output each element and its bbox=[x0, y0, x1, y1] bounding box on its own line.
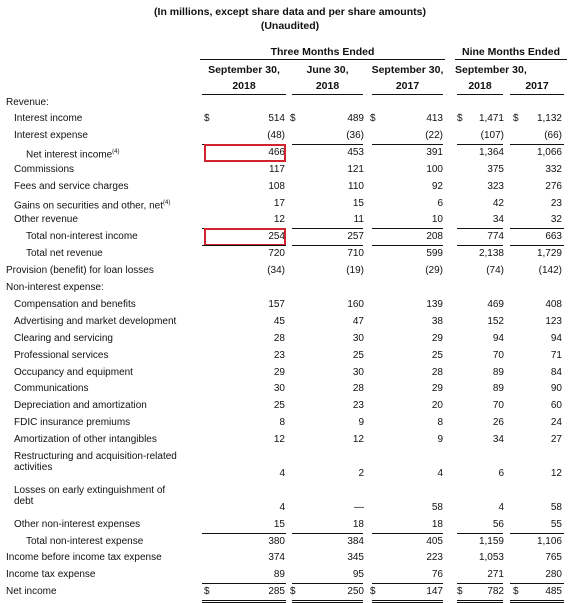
row-value-col-3: 29 bbox=[431, 332, 443, 344]
row-value-col-1: 23 bbox=[273, 349, 285, 361]
row-label-text: Interest expense bbox=[14, 129, 88, 141]
row-value-col-4: 94 bbox=[492, 332, 504, 344]
footnote-marker: (4) bbox=[112, 148, 120, 155]
row-label bbox=[14, 181, 129, 192]
dollar-sign: $ bbox=[204, 586, 210, 598]
row-value-col-3: 391 bbox=[426, 146, 443, 158]
row-value-col-4: 1,471 bbox=[478, 113, 504, 124]
row-value-col-5: 408 bbox=[545, 298, 562, 310]
statement-title: (In millions, except share data and per share amounts) bbox=[154, 6, 426, 18]
statement-row-income-before-income-tax-expense bbox=[0, 550, 580, 567]
statement-row-total-non-interest-income bbox=[0, 229, 580, 246]
row-value-col-1: 4 bbox=[279, 501, 285, 513]
row-label-text: Total non-interest expense bbox=[26, 535, 144, 547]
row-value-col-3: (29) bbox=[425, 265, 443, 277]
row-value-col-3: 8 bbox=[437, 417, 443, 429]
row-label-text: Losses on early extinguishment of bbox=[14, 484, 166, 496]
row-value-col-3: 9 bbox=[437, 434, 443, 446]
row-value-col-5: 1,106 bbox=[536, 535, 562, 547]
row-value-col-2: 9 bbox=[358, 417, 364, 429]
statement-row-fees-and-service-charges bbox=[0, 179, 580, 196]
row-value-col-4: 42 bbox=[492, 197, 504, 209]
statement-row-amortization-of-other-intangibles bbox=[0, 432, 580, 449]
statement-row-professional-services bbox=[0, 348, 580, 365]
row-label-text: Income tax expense bbox=[6, 569, 96, 581]
row-value-col-4: 34 bbox=[492, 214, 504, 226]
row-value-col-3: 28 bbox=[431, 366, 443, 378]
row-label-text: Amortization of other intangibles bbox=[14, 434, 157, 446]
row-value-col-1: 117 bbox=[269, 163, 285, 175]
row-label bbox=[6, 552, 162, 563]
row-label-text: Commissions bbox=[14, 163, 75, 175]
statement-row-total-non-interest-expense bbox=[0, 534, 580, 551]
row-value-col-5: 84 bbox=[550, 366, 562, 378]
row-label bbox=[14, 214, 78, 225]
dollar-sign: $ bbox=[513, 113, 519, 124]
row-value-col-3: 29 bbox=[431, 383, 443, 395]
row-value-col-2: 345 bbox=[347, 552, 364, 564]
dollar-sign: $ bbox=[370, 113, 376, 124]
section-revenue-label: Revenue: bbox=[6, 97, 49, 108]
column-header-underline bbox=[202, 94, 286, 95]
row-label-text: Communications bbox=[14, 383, 89, 395]
row-value-col-5: 12 bbox=[550, 467, 562, 479]
row-value-col-1: 29 bbox=[273, 366, 285, 378]
row-value-col-3: 76 bbox=[431, 569, 443, 581]
row-value-col-2: 25 bbox=[352, 349, 364, 361]
dollar-sign: $ bbox=[290, 113, 296, 124]
statement-row-gains-on-securities-and-other-net bbox=[0, 196, 580, 213]
row-value-col-1: 466 bbox=[268, 146, 285, 158]
statement-row-total-net-revenue bbox=[0, 246, 580, 263]
row-label-text: Compensation and benefits bbox=[14, 298, 136, 310]
statement-row-commissions bbox=[0, 162, 580, 179]
row-value-col-1: 45 bbox=[273, 315, 285, 327]
row-value-col-1: 108 bbox=[268, 180, 285, 192]
row-value-col-4: (74) bbox=[486, 265, 504, 277]
row-value-col-2: 30 bbox=[352, 332, 364, 344]
row-value-col-5: 32 bbox=[550, 214, 562, 226]
row-value-col-2: 110 bbox=[348, 180, 364, 192]
statement-subtitle: (Unaudited) bbox=[260, 20, 320, 32]
row-value-col-2: 30 bbox=[352, 366, 364, 378]
row-value-col-1: 4 bbox=[279, 467, 285, 479]
row-label-text: Other revenue bbox=[14, 214, 78, 226]
row-label bbox=[14, 383, 88, 394]
row-label-text: Depreciation and amortization bbox=[14, 400, 147, 412]
dollar-sign: $ bbox=[513, 586, 519, 598]
row-label-text: Interest income bbox=[14, 113, 83, 124]
row-value-col-1: 374 bbox=[268, 552, 285, 564]
row-label-text: Other non-interest expenses bbox=[14, 518, 141, 530]
row-value-col-3: 405 bbox=[426, 535, 443, 547]
row-value-col-2: (19) bbox=[346, 265, 364, 277]
statement-row-provision-benefit-for-loan-losses bbox=[0, 263, 580, 280]
row-value-col-4: 56 bbox=[492, 518, 504, 530]
statement-row-net-income bbox=[0, 584, 580, 601]
row-value-col-2: 710 bbox=[347, 248, 364, 260]
row-value-col-4: 4 bbox=[498, 501, 504, 513]
statement-row-restructuring-and-acquisition-related bbox=[0, 449, 580, 483]
row-value-col-2: 15 bbox=[352, 197, 364, 209]
row-value-col-4: 89 bbox=[492, 366, 504, 378]
row-label bbox=[14, 299, 136, 310]
row-value-col-4: 1,053 bbox=[478, 552, 504, 564]
row-value-col-1: (34) bbox=[267, 265, 285, 277]
row-value-col-3: 38 bbox=[431, 315, 443, 327]
row-label bbox=[14, 434, 157, 445]
row-value-col-2: (36) bbox=[346, 129, 364, 141]
column-header-underline bbox=[457, 94, 503, 95]
row-value-col-4: 774 bbox=[487, 231, 504, 243]
row-value-col-2: 12 bbox=[352, 434, 364, 446]
row-label bbox=[14, 316, 176, 327]
row-label bbox=[6, 265, 154, 276]
row-value-col-5: 90 bbox=[550, 383, 562, 395]
row-value-col-4: 1,364 bbox=[478, 146, 504, 158]
row-value-col-5: 276 bbox=[545, 180, 562, 192]
column-header-4-line2: 2018 bbox=[468, 80, 492, 92]
row-value-col-3: (22) bbox=[425, 129, 443, 141]
dollar-sign: $ bbox=[457, 586, 463, 598]
row-value-col-2: 28 bbox=[352, 383, 364, 395]
row-value-col-2: 257 bbox=[347, 231, 364, 243]
row-label bbox=[26, 248, 103, 259]
row-label bbox=[14, 333, 113, 344]
column-header-4-line1: September 30, bbox=[455, 64, 527, 76]
row-value-col-3: 6 bbox=[437, 197, 443, 209]
row-value-col-3: 223 bbox=[426, 552, 443, 564]
statement-row-non-interest-expense bbox=[0, 280, 580, 297]
row-label bbox=[6, 569, 96, 580]
row-value-col-4: 323 bbox=[487, 180, 504, 192]
row-value-col-5: 332 bbox=[545, 163, 562, 175]
row-label bbox=[6, 282, 104, 293]
row-label-text: Non-interest expense: bbox=[6, 282, 104, 293]
row-value-col-3: 92 bbox=[431, 180, 443, 192]
statement-row-advertising-and-market-development bbox=[0, 314, 580, 331]
row-value-col-5: 94 bbox=[550, 332, 562, 344]
row-value-col-3: 599 bbox=[426, 248, 443, 260]
row-label bbox=[26, 147, 120, 160]
statement-row-fdic-insurance-premiums bbox=[0, 415, 580, 432]
row-label-text: Professional services bbox=[14, 349, 109, 361]
row-label bbox=[14, 130, 88, 141]
row-value-col-3: 10 bbox=[431, 214, 443, 226]
row-value-col-3: 208 bbox=[426, 231, 443, 243]
row-label bbox=[14, 417, 130, 428]
row-value-col-4: 34 bbox=[492, 434, 504, 446]
statement-row-compensation-and-benefits bbox=[0, 297, 580, 314]
row-value-col-4: 782 bbox=[487, 586, 504, 598]
row-value-col-4: 70 bbox=[492, 400, 504, 412]
row-label bbox=[14, 164, 74, 175]
row-value-col-1: 12 bbox=[273, 214, 285, 226]
row-value-col-2: 23 bbox=[352, 400, 364, 412]
row-value-col-5: 60 bbox=[550, 400, 562, 412]
dollar-sign: $ bbox=[290, 586, 296, 598]
row-label-text: Advertising and market development bbox=[14, 315, 177, 327]
column-header-underline bbox=[510, 94, 564, 95]
row-label-text-continued: debt bbox=[14, 495, 34, 507]
row-value-col-2: 250 bbox=[347, 586, 364, 598]
row-value-col-5: (142) bbox=[538, 265, 562, 277]
row-value-col-3: 100 bbox=[426, 163, 443, 175]
row-value-col-5: 23 bbox=[550, 197, 562, 209]
row-value-col-2: 121 bbox=[347, 163, 364, 175]
dollar-sign: $ bbox=[204, 113, 210, 124]
row-value-col-4: 469 bbox=[487, 298, 504, 310]
row-label bbox=[14, 400, 147, 411]
row-label-text: Provision (benefit) for loan losses bbox=[6, 265, 154, 277]
row-label-text: Net interest income bbox=[26, 149, 113, 161]
row-value-col-1: 380 bbox=[268, 535, 285, 547]
row-value-col-3: 58 bbox=[431, 501, 443, 513]
row-value-col-1: 285 bbox=[268, 586, 285, 598]
row-value-col-5: 280 bbox=[545, 569, 562, 581]
row-label bbox=[14, 350, 108, 361]
row-value-col-3: 4 bbox=[437, 467, 443, 479]
row-value-col-4: 70 bbox=[492, 349, 504, 361]
row-value-col-5: 1,066 bbox=[536, 146, 562, 158]
row-value-col-5: 663 bbox=[545, 231, 562, 243]
row-label-text-continued: activities bbox=[14, 462, 53, 473]
row-value-col-5: 71 bbox=[550, 349, 562, 361]
statement-row-interest-expense bbox=[0, 128, 580, 145]
row-label bbox=[14, 113, 82, 124]
statement-row-net-interest-income bbox=[0, 145, 580, 162]
row-value-col-2: 453 bbox=[347, 146, 364, 158]
row-value-col-1: 28 bbox=[273, 332, 285, 344]
row-value-col-1: 15 bbox=[273, 518, 285, 530]
statement-row-interest-income bbox=[0, 111, 580, 128]
group-three-months: Three Months Ended bbox=[270, 46, 375, 58]
row-label bbox=[14, 198, 170, 211]
row-label-text: Restructuring and acquisition-related bbox=[14, 451, 177, 462]
row-value-col-5: 27 bbox=[550, 434, 562, 446]
row-value-col-1: 89 bbox=[273, 569, 285, 581]
statement-row-communications bbox=[0, 381, 580, 398]
column-header-underline bbox=[292, 94, 363, 95]
dollar-sign: $ bbox=[370, 586, 376, 598]
column-header-1-line1: September 30, bbox=[208, 64, 280, 76]
row-value-col-3: 18 bbox=[431, 518, 443, 530]
row-value-col-4: 89 bbox=[492, 383, 504, 395]
column-header-underline bbox=[372, 94, 443, 95]
row-value-col-1: 25 bbox=[273, 400, 285, 412]
column-header-3-line2: 2017 bbox=[395, 80, 420, 92]
row-value-col-2: 11 bbox=[353, 214, 364, 226]
row-label-text: FDIC insurance premiums bbox=[14, 417, 131, 429]
column-header-3-line1: September 30, bbox=[371, 64, 444, 76]
group-nine-months-underline bbox=[455, 59, 567, 60]
column-header-2-line1: June 30, bbox=[306, 64, 349, 76]
row-value-col-3: 139 bbox=[426, 298, 443, 310]
row-label bbox=[14, 485, 165, 507]
row-label-text: Gains on securities and other, net bbox=[14, 199, 163, 211]
row-value-col-5: 765 bbox=[545, 552, 562, 564]
group-nine-months: Nine Months Ended bbox=[462, 46, 560, 58]
row-value-col-2: 384 bbox=[347, 535, 364, 547]
row-label bbox=[14, 367, 133, 378]
row-label-text: Fees and service charges bbox=[14, 180, 129, 192]
row-value-col-1: (48) bbox=[267, 129, 285, 141]
row-label-text: Total net revenue bbox=[26, 248, 103, 260]
row-value-col-5: 58 bbox=[550, 501, 562, 513]
dollar-sign: $ bbox=[457, 113, 463, 124]
row-value-col-4: (107) bbox=[480, 129, 504, 141]
row-value-col-1: 8 bbox=[279, 417, 285, 429]
row-value-col-2: — bbox=[354, 501, 364, 513]
statement-row-depreciation-and-amortization bbox=[0, 398, 580, 415]
highlight-box bbox=[204, 144, 286, 162]
footnote-marker: (4) bbox=[162, 199, 171, 206]
row-label-text: Clearing and servicing bbox=[14, 332, 113, 344]
row-label bbox=[26, 231, 138, 242]
statement-row-clearing-and-servicing bbox=[0, 331, 580, 348]
row-value-col-4: 271 bbox=[487, 569, 504, 581]
row-value-col-1: 17 bbox=[273, 197, 285, 209]
statement-row-other-revenue bbox=[0, 212, 580, 229]
row-value-col-5: 1,729 bbox=[536, 248, 562, 260]
row-value-col-2: 47 bbox=[352, 315, 364, 327]
row-value-col-3: 413 bbox=[426, 113, 443, 124]
row-value-col-3: 25 bbox=[431, 349, 443, 361]
row-value-col-2: 18 bbox=[352, 518, 364, 530]
row-value-col-1: 12 bbox=[273, 434, 285, 446]
row-value-col-4: 1,159 bbox=[478, 535, 504, 547]
row-value-col-3: 147 bbox=[426, 586, 443, 598]
column-header-5-line2: 2017 bbox=[525, 80, 549, 92]
row-label-text: Net income bbox=[6, 586, 57, 598]
statement-row-losses-on-early-extinguishment-of bbox=[0, 483, 580, 517]
row-value-col-4: 6 bbox=[498, 467, 504, 479]
row-label bbox=[6, 586, 57, 597]
row-value-col-5: 123 bbox=[545, 315, 562, 327]
highlight-box bbox=[204, 228, 286, 246]
row-label-text: Total non-interest income bbox=[26, 231, 138, 243]
row-label bbox=[14, 519, 140, 530]
row-label-text: Occupancy and equipment bbox=[14, 366, 133, 378]
row-value-col-1: 157 bbox=[268, 298, 285, 310]
column-header-1-line2: 2018 bbox=[232, 80, 256, 92]
row-value-col-4: 375 bbox=[487, 163, 504, 175]
row-value-col-2: 160 bbox=[347, 298, 364, 310]
row-value-col-4: 2,138 bbox=[478, 248, 504, 260]
row-value-col-1: 720 bbox=[268, 248, 285, 260]
row-value-col-1: 254 bbox=[268, 231, 285, 243]
row-value-col-2: 2 bbox=[358, 467, 364, 479]
row-value-col-5: 55 bbox=[550, 518, 562, 530]
row-value-col-2: 489 bbox=[347, 113, 364, 124]
row-label bbox=[26, 536, 143, 547]
group-three-months-underline bbox=[200, 59, 445, 60]
row-value-col-5: 1,132 bbox=[536, 113, 562, 124]
statement-row-other-non-interest-expenses bbox=[0, 517, 580, 534]
row-value-col-1: 30 bbox=[273, 383, 285, 395]
row-value-col-5: (66) bbox=[544, 129, 562, 141]
row-label bbox=[14, 451, 177, 473]
row-value-col-4: 26 bbox=[492, 417, 504, 429]
row-value-col-5: 485 bbox=[545, 586, 562, 598]
row-value-col-2: 95 bbox=[352, 569, 364, 581]
row-value-col-5: 24 bbox=[550, 417, 562, 429]
row-value-col-3: 20 bbox=[431, 400, 443, 412]
row-value-col-1: 514 bbox=[268, 113, 285, 124]
row-label-text: Income before income tax expense bbox=[6, 552, 162, 564]
column-header-2-line2: 2018 bbox=[315, 80, 340, 92]
row-value-col-4: 152 bbox=[487, 315, 504, 327]
statement-row-occupancy-and-equipment bbox=[0, 365, 580, 382]
